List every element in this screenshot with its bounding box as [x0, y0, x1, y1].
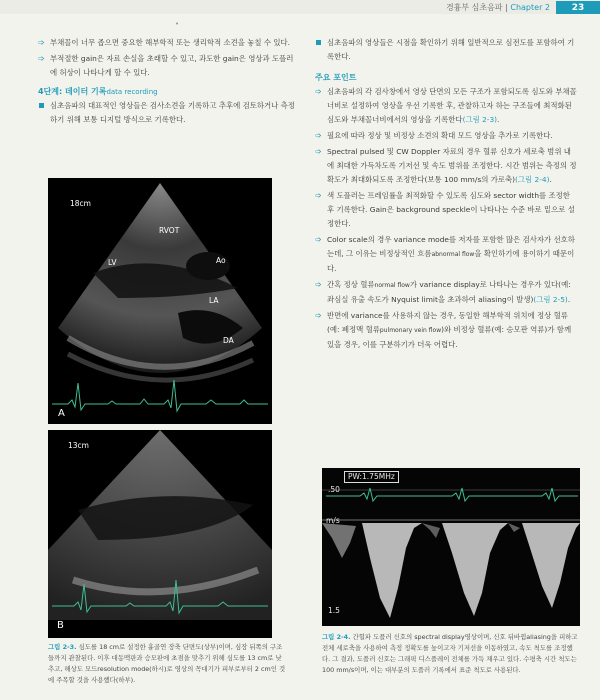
arrow-icon: ➩ — [315, 191, 322, 200]
echo-sector-b — [48, 430, 272, 638]
bullet-gain: ➩ 부적절한 gain은 자료 손실을 초래할 수 있고, 과도한 gain은 영상과 도플러에 허상이 나타나게 할 수 있다. — [38, 54, 294, 77]
label-da: DA — [223, 336, 234, 345]
section-subheading: data recording — [106, 88, 158, 96]
square-bullet-icon — [316, 40, 321, 45]
doppler-spectrum — [322, 468, 580, 626]
header-book: 경흉부 심초음파 — [445, 3, 503, 12]
section-heading: 4단계: 데이터 기록data recording — [38, 87, 158, 96]
key-point-6: ➩ 간혹 정상 혈류normal flow가 variance display로 나타나는 경우가 있다(예: 좌심실 유출 속도가 Nyquist limit을 초과하여 aliasing이 발생)(그림 2-5). — [315, 280, 571, 304]
ecg-trace-a — [52, 380, 268, 411]
caption-title-right: 그림 2-4. — [322, 633, 351, 641]
header-separator: | — [505, 3, 508, 12]
arrow-icon: ➩ — [38, 38, 45, 47]
panel-label-a: A — [58, 408, 65, 419]
running-header — [446, 1, 600, 14]
scale-top-label: .50 — [328, 485, 340, 494]
binding-mark: • — [175, 20, 180, 28]
label-lv: LV — [108, 258, 117, 267]
key-point-7: ➩ 반면에 variance를 사용하지 않는 경우, 동일한 해부학적 위치에 정상 혈류(예: 폐정맥 혈류pulmonary vein flow)와 비정상 혈류(예: 승모판 역류)가 함께 있을 경우, 이를 구분하기가 더욱 어렵다. — [315, 311, 572, 349]
caption-figure-2-4 — [322, 632, 580, 676]
scale-bottom-label: 1.5 — [328, 606, 340, 615]
left-column — [38, 36, 296, 129]
caption-figure-2-3 — [48, 642, 286, 686]
key-point-5: ➩ Color scale의 경우 variance mode를 저자를 포함한 많은 검사자가 선호하는데, 그 이유는 비정상적인 흐름abnormal flow을 확인하기에 용이하기 때문이다. — [315, 235, 575, 273]
arrow-icon: ➩ — [315, 311, 322, 320]
depth-label-a: 18cm — [70, 199, 91, 208]
arrow-icon: ➩ — [38, 54, 45, 63]
key-points-heading: 주요 포인트 — [315, 73, 357, 82]
bullet-narrow-sector: ➩ 부채꼴이 너무 좁으면 중요한 해부학적 또는 생리학적 소견을 놓칠 수 있다. — [38, 36, 296, 50]
page-number: 23 — [556, 1, 600, 14]
caption-text-right: 간헐파 도플러 신호의 spectral display영상이며, 신호 뒤바뀜aliasing을 피하고 전체 세로축을 사용하여 측정 정확도를 높이고자 기저선을 이동하였고, 속도 척도를 조정했다. 그 결과, 도플러 신호는 그래픽 디스플레이 전체를 가득 채우고 있다. 수평축 시간 척도는 100 mm/s이며, 이는 대부분의 도플러 기록에서 표준 척도로 사용된다. — [322, 633, 578, 674]
key-point-1: ➩ 심초음파의 각 검사창에서 영상 단면의 모든 구조가 포함되도록 심도와 부채꼴 너비로 설정하여 영상을 우선 기록한 후, 관찰하고자 하는 구조들에 최적화된 심도와 부채꼴너비에서의 영상을 기록한다(그림 2-3). — [315, 87, 577, 124]
bullet-data-recording: 심초음파의 대표적인 영상들은 검사소견을 기록하고 추후에 검토하거나 측정하기 위해 보통 디지털 방식으로 기록한다. — [38, 99, 296, 127]
panel-label-b: B — [57, 620, 64, 631]
arrow-icon: ➩ — [315, 147, 322, 156]
bullet-ecg-recording: 심초음파의 영상들은 시점을 확인하기 위해 일반적으로 심전도를 포함하여 기록한다. — [315, 36, 577, 64]
velocity-unit-label: m/s — [326, 516, 340, 525]
square-bullet-icon — [39, 103, 44, 108]
arrow-icon: ➩ — [315, 131, 322, 140]
label-ao: Ao — [216, 256, 226, 265]
key-point-4: ➩ 색 도플러는 프레임률을 최적화할 수 있도록 심도와 sector width를 조정한 후 기록한다. Gain은 background speckle이 나타나는 수준 바로 밑으로 설정한다. — [315, 191, 575, 228]
echo-image-a — [48, 178, 272, 424]
echo-sector-a — [48, 178, 272, 424]
pw-frequency-label: PW:1.75MHz — [344, 471, 399, 483]
arrow-icon: ➩ — [315, 235, 322, 244]
label-la: LA — [209, 296, 219, 305]
arrow-icon: ➩ — [315, 280, 322, 289]
right-column — [315, 36, 577, 354]
echo-image-b — [48, 430, 272, 638]
label-rvot: RVOT — [159, 226, 180, 235]
doppler-spectral-display — [322, 468, 580, 626]
caption-title-left: 그림 2-3. — [48, 643, 77, 651]
depth-label-b: 13cm — [68, 441, 89, 450]
arrow-icon: ➩ — [315, 87, 322, 96]
key-point-2: ➩ 필요에 따라 정상 및 비정상 소견의 확대 모드 영상을 추가로 기록한다. — [315, 129, 577, 143]
header-chapter: Chapter 2 — [510, 3, 550, 12]
caption-text-left: 심도를 18 cm로 설정한 흉골연 장축 단면도(상부)이며, 심장 뒤쪽의 구조들까지 관찰된다. 이후 대동맥판과 승모판에 초점을 맞추기 위해 심도를 13 cm로 낮추고, 해상도 모드resolution mode(하시)로 영상의 꼭대기가 피부로부터 2 cm인 것에 주목할 것을 사용했다(하부). — [48, 643, 286, 684]
key-point-3: ➩ Spectral pulsed 및 CW Doppler 자료의 경우 혈류 신호가 세로축 범위 내에 최대한 가득차도록 기저선 및 속도 범위를 조정한다. 시간 범위는 측정의 정확도가 최대화되도록 조정한다(보통 100 mm/s의 가로축)(그림 2-4). — [315, 147, 577, 184]
